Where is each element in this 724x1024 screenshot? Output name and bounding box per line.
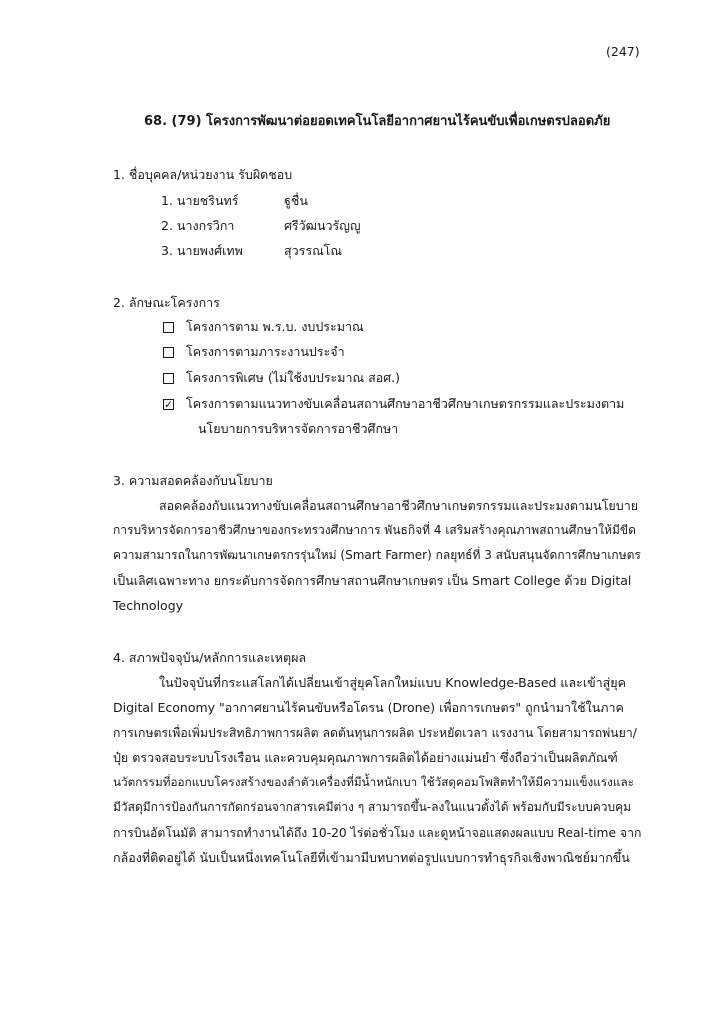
- paragraph-line: มีวัสดุมีการป้องกันการกัดกร่อนจากสารเคมีต่าง ๆ สามารถขึ้น-ลงในแนวตั้งได้ พร้อมกับมีระบบควบคุม: [113, 800, 632, 814]
- paragraph-line: Digital Economy "อากาศยานไร้คนขับหรือโดรน (Drone) เพื่อการเกษตร" ถูกนำมาใช้ในภาค: [113, 700, 624, 715]
- person-name: 1. นายชรินทร์: [161, 193, 239, 208]
- paragraph-line: ความสามารถในการพัฒนาเกษตรกรรุ่นใหม่ (Smart Farmer) กลยุทธ์ที่ 3 สนับสนุนจัดการศึกษาเกษตร: [113, 548, 641, 562]
- paragraph-line: เป็นเลิศเฉพาะทาง ยกระดับการจัดการศึกษาสถานศึกษาเกษตร เป็น Smart College ด้วย Digital: [113, 573, 632, 588]
- person-name: 2. นางกรวิกา: [161, 218, 235, 233]
- checkbox-policy[interactable]: [163, 399, 174, 410]
- check-mark-icon: ✓: [164, 398, 174, 411]
- option-label: โครงการตามภาระงานประจำ: [186, 344, 345, 359]
- option-label-continued: นโยบายการบริหารจัดการอาชีวศึกษา: [198, 421, 399, 436]
- person-surname: ศรีวัฒนวรัญญู: [284, 218, 361, 233]
- paragraph-line: Technology: [113, 598, 184, 613]
- paragraph-line: การบินอัตโนมัติ สามารถทำงานได้ถึง 10-20 ไร่ต่อชั่วโมง และดูหน้าจอแสดงผลแบบ Real-time จาก: [113, 826, 642, 840]
- checkbox-routine[interactable]: [163, 347, 174, 358]
- option-label: โครงการตามแนวทางขับเคลื่อนสถานศึกษาอาชีวศึกษาเกษตรกรรมและประมงตาม: [186, 396, 625, 411]
- section-2-heading: 2. ลักษณะโครงการ: [113, 295, 220, 310]
- person-surname: สุวรรณโณ: [284, 243, 342, 258]
- project-title: 68. (79) โครงการพัฒนาต่อยอดเทคโนโลยีอากาศยานไร้คนขับเพื่อเกษตรปลอดภัย: [144, 114, 611, 129]
- checkbox-budget-act[interactable]: [163, 322, 174, 333]
- paragraph-line: การบริหารจัดการอาชีวศึกษาของกระทรวงศึกษาการ พันธกิจที่ 4 เสริมสร้างคุณภาพสถานศึกษาให้มีขีด: [113, 523, 636, 537]
- paragraph-line: การเกษตรเพื่อเพิ่มประสิทธิภาพการผลิต ลดต้นทุนการผลิต ประหยัดเวลา แรงงาน โดยสามารถพ่นยา/: [113, 726, 637, 740]
- option-label: โครงการพิเศษ (ไม่ใช้งบประมาณ สอศ.): [186, 370, 400, 385]
- section-3-heading: 3. ความสอดคล้องกับนโยบาย: [113, 473, 273, 488]
- paragraph-line: ปุ๋ย ตรวจสอบระบบโรงเรือน และควบคุมคุณภาพการผลิตได้อย่างแม่นยำ ซึ่งถือว่าเป็นผลิตภัณฑ์: [113, 750, 618, 765]
- checkbox-special[interactable]: [163, 373, 174, 384]
- section-1-heading: 1. ชื่อบุคคล/หน่วยงาน รับผิดชอบ: [113, 167, 293, 182]
- section-4-heading: 4. สภาพปัจจุบัน/หลักการและเหตุผล: [113, 650, 307, 665]
- paragraph-line: นวัตกรรมที่ออกแบบโครงสร้างของลำตัวเครื่องที่มีน้ำหนักเบา ใช้วัสดุคอมโพสิตทำให้มีความแข็งแรงและ: [113, 775, 634, 789]
- page-number: (247): [606, 44, 640, 59]
- paragraph-line: สอดคล้องกับแนวทางขับเคลื่อนสถานศึกษาอาชีวศึกษาเกษตรกรรมและประมงตามนโยบาย: [159, 498, 639, 513]
- paragraph-line: ในปัจจุบันที่กระแสโลกได้เปลี่ยนเข้าสู่ยุคโลกใหม่แบบ Knowledge-Based และเข้าสู่ยุค: [159, 675, 626, 690]
- person-name: 3. นายพงศ์เทพ: [161, 243, 243, 258]
- paragraph-line: กล้องที่ติดอยู่ได้ นับเป็นหนึ่งเทคโนโลยีที่เข้ามามีบทบาทต่อรูปแบบการทำธุรกิจเชิงพาณิชย์มากขึ้น: [113, 850, 630, 865]
- person-surname: ฐูชื่น: [284, 193, 308, 208]
- option-label: โครงการตาม พ.ร.บ. งบประมาณ: [186, 319, 364, 334]
